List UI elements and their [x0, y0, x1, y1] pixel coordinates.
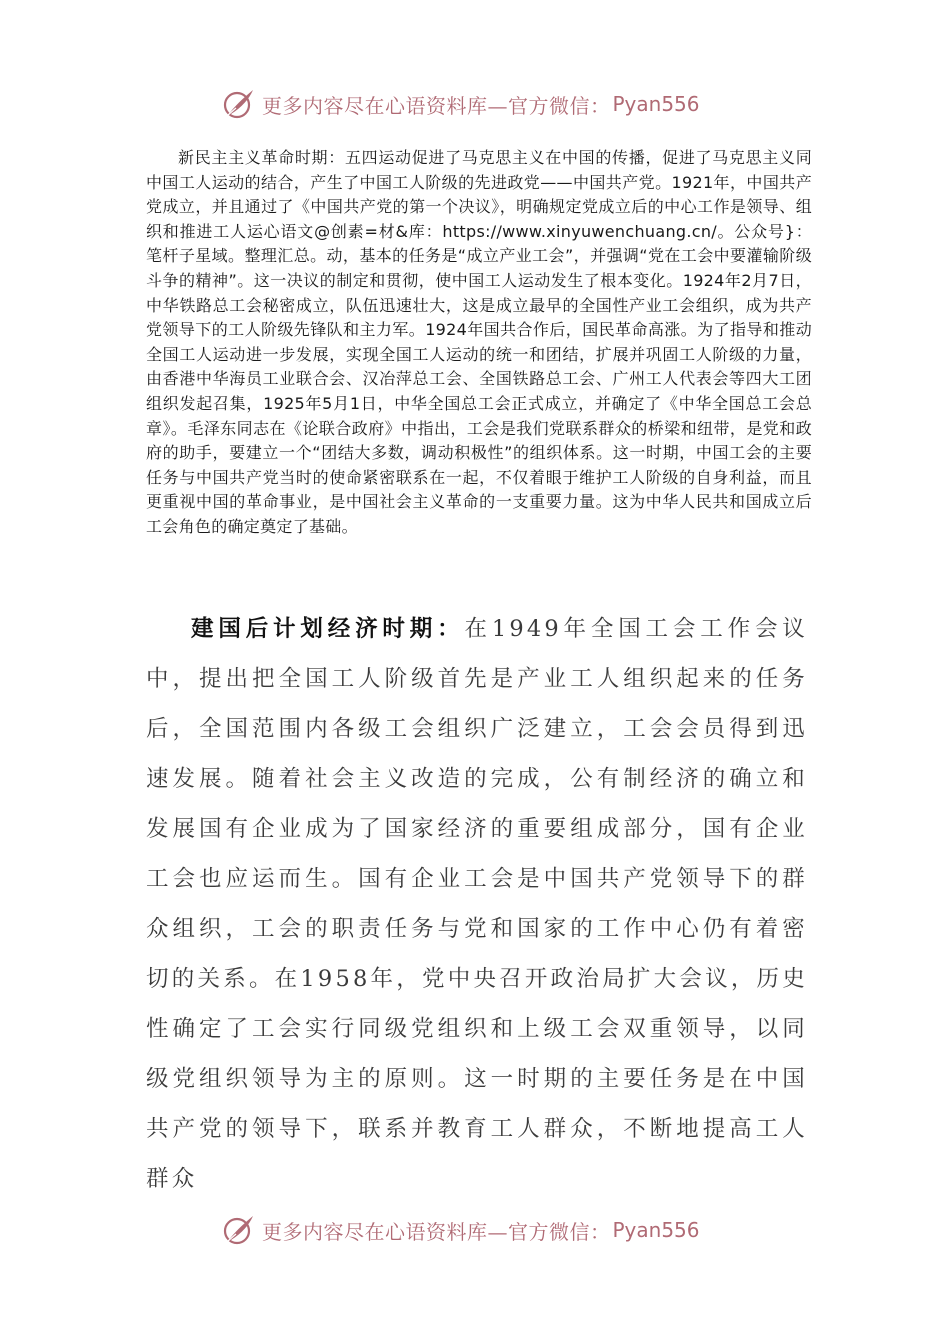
banner-text: 更多内容尽在心语资料库—官方微信：: [262, 93, 611, 118]
banner-handle: Pyan556: [612, 1218, 700, 1242]
section-planned-economy: [146, 604, 808, 1204]
banner-text: 更多内容尽在心语资料库—官方微信：: [262, 1219, 611, 1244]
banner-handle: Pyan556: [612, 92, 700, 116]
quill-pen-logo-icon: [222, 87, 256, 121]
section-body: 在1949年全国工会工作会议中，提出把全国工人阶级首先是产业工人组织起来的任务后，全国范围内各级工会组织广泛建立，工会会员得到迅速发展。随着社会主义改造的完成，公有制经济的确立和发展国有企业成为了国家经济的重要组成部分，国有企业工会也应运而生。国有企业工会是中国共产党领导下的群众组织，工会的职责任务与党和国家的工作中心仍有着密切的关系。在1958年，党中央召开政治局扩大会议，历史性确定了工会实行同级党组织和上级工会双重领导，以同级党组织领导为主的原则。这一时期的主要任务是在中国共产党的领导下，联系并教育工人群众，不断地提高工人群众: [146, 616, 808, 1192]
footer-watermark-banner: [222, 1210, 742, 1250]
quill-pen-logo-icon: [222, 1213, 256, 1247]
header-watermark-banner: [222, 84, 742, 124]
section-heading: 建国后计划经济时期：: [191, 616, 465, 642]
section-new-democratic-revolution: 新民主主义革命时期：五四运动促进了马克思主义在中国的传播，促进了马克思主义同中国工人运动的结合，产生了中国工人阶级的先进政党——中国共产党。1921年，中国共产党成立，并且通过了《中国共产党的第一个决议》，明确规定党成立后的中心工作是领导、组织和推进工人运心语文@创素=材&库：https://www.xinyuwenchuang.cn/。公众号}：笔杆子星域。整理汇总。动，基本的任务是“成立产业工会”，并强调“党在工会中要灌输阶级斗争的精神”。这一决议的制定和贯彻，使中国工人运动发生了根本变化。1924年2月7日，中华铁路总工会秘密成立，队伍迅速壮大，这是成立最早的全国性产业工会组织，成为共产党领导下的工人阶级先锋队和主力军。1924年国共合作后，国民革命高涨。为了指导和推动全国工人运动进一步发展，实现全国工人运动的统一和团结，扩展并巩固工人阶级的力量，由香港中华海员工业联合会、汉冶萍总工会、全国铁路总工会、广州工人代表会等四大工团组织发起召集，1925年5月1日，中华全国总工会正式成立，并确定了《中华全国总工会总章》。毛泽东同志在《论联合政府》中指出，工会是我们党联系群众的桥梁和纽带，是党和政府的助手，要建立一个“团结大多数，调动积极性”的组织体系。这一时期，中国工会的主要任务与中国共产党当时的使命紧密联系在一起，不仅着眼于维护工人阶级的自身利益，而且更重视中国的革命事业，是中国社会主义革命的一支重要力量。这为中华人民共和国成立后工会角色的确定奠定了基础。: [146, 148, 812, 536]
